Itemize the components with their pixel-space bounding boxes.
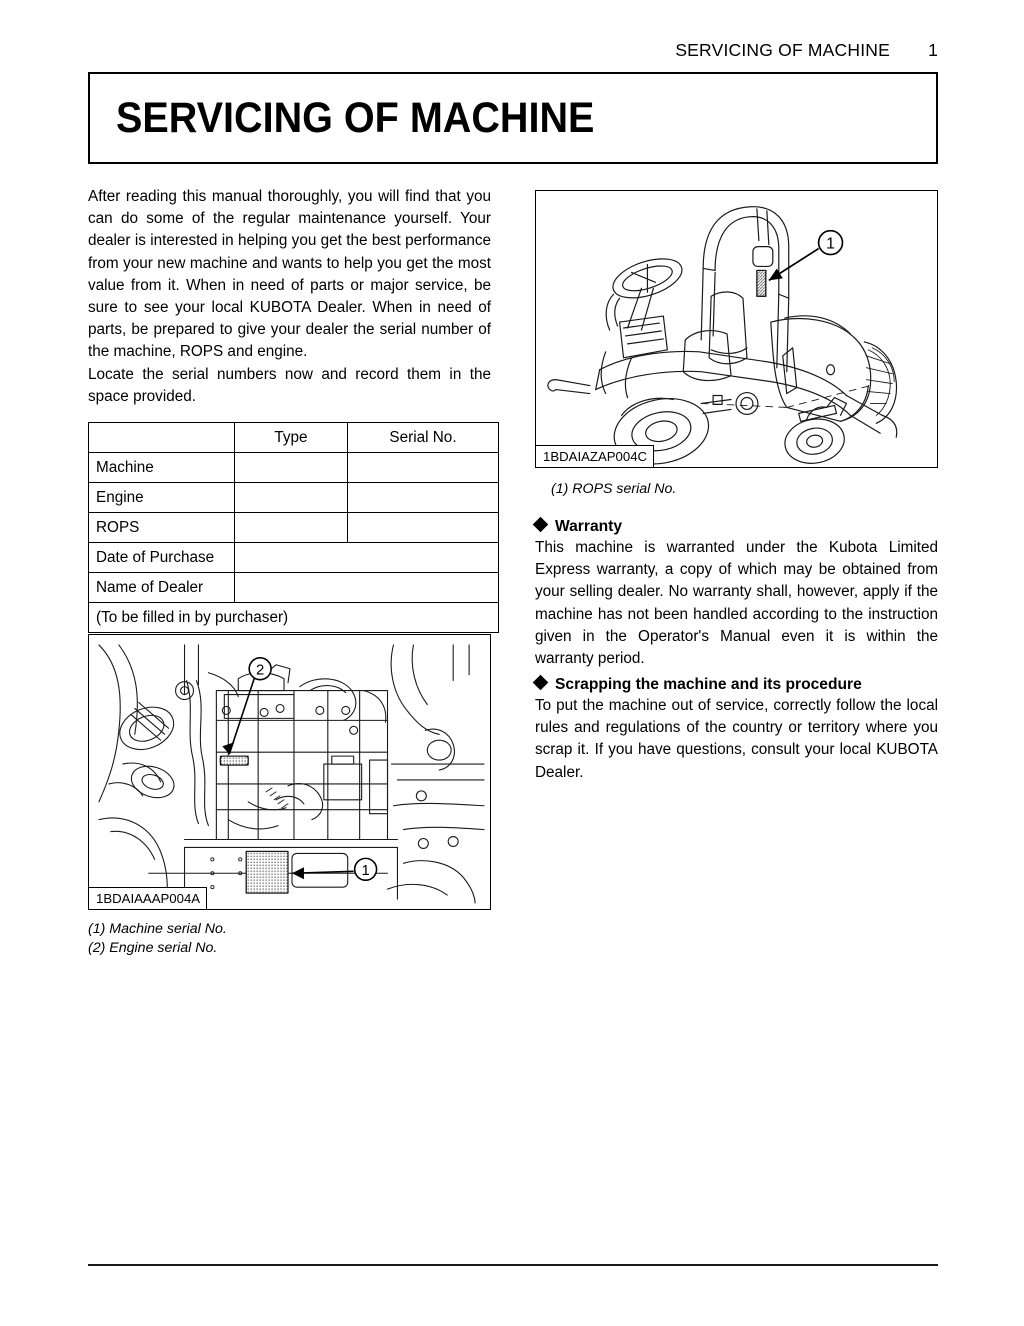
svg-text:1: 1: [826, 235, 835, 253]
mower-illustration: [536, 191, 937, 467]
table-header-row: [89, 423, 499, 453]
row-label-engine: Engine: [89, 483, 235, 513]
table-row: [89, 573, 499, 603]
callout-2: [222, 658, 271, 754]
table-row: [89, 513, 499, 543]
cell-rops-serial-no[interactable]: [348, 513, 499, 543]
svg-text:2: 2: [255, 662, 265, 679]
cell-date-of-purchase[interactable]: [235, 543, 499, 573]
cell-engine-type[interactable]: [235, 483, 348, 513]
intro-paragraph-2: Locate the serial numbers now and record them in the space provided.: [88, 365, 491, 405]
row-label-name-of-dealer: Name of Dealer: [89, 573, 235, 603]
callout-1: [292, 858, 377, 880]
section-warranty: [535, 518, 938, 670]
cell-machine-type[interactable]: [235, 453, 348, 483]
section-body-warranty: This machine is warranted under the Kubota Limited Express warranty, a copy of which may be obtained from your selling dealer. No warranty shall, however, apply if the machine has not been handled according to the instruction given in the Operator's Manual even it is within the warranty period.: [535, 539, 938, 668]
table-header-blank: [89, 423, 235, 453]
table-footer-row: [89, 603, 499, 633]
section-heading-warranty: [535, 518, 938, 536]
section-heading-label: Warranty: [555, 518, 623, 535]
figure-captions-mower: [551, 480, 676, 499]
running-header-title: SERVICING OF MACHINE: [675, 40, 890, 60]
cell-machine-serial-no[interactable]: [348, 453, 499, 483]
page-number: 1: [928, 40, 938, 60]
table-row: [89, 483, 499, 513]
left-column: [88, 186, 491, 633]
cell-rops-type[interactable]: [235, 513, 348, 543]
row-label-date-of-purchase: Date of Purchase: [89, 543, 235, 573]
engine-compartment-illustration: [89, 635, 490, 909]
diamond-bullet-icon: [533, 517, 549, 533]
chapter-title: SERVICING OF MACHINE: [116, 93, 595, 142]
footer-rule: [88, 1264, 938, 1266]
figure-mower-rops: [535, 190, 938, 468]
table-row: [89, 453, 499, 483]
section-body-scrapping: To put the machine out of service, correctly follow the local rules and regulations of the country or territory where you scrap it. If you have questions, consult your local KUBOTA Dealer.: [535, 697, 938, 781]
caption-engine-serial-no: (2) Engine serial No.: [88, 940, 218, 956]
caption-rops-serial-no: (1) ROPS serial No.: [551, 481, 677, 497]
section-heading-scrapping: [535, 676, 938, 694]
running-header: [88, 40, 938, 66]
table-row: [89, 543, 499, 573]
cell-name-of-dealer[interactable]: [235, 573, 499, 603]
svg-text:1: 1: [361, 863, 370, 880]
diamond-bullet-icon: [533, 675, 549, 691]
figure-engine-compartment: [88, 634, 491, 910]
intro-paragraph-1: After reading this manual thoroughly, you will find that you can do some of the regular maintenance yourself. Your dealer is interested in helping you get the best performance from your new machine and wants to help you get the most value from it. When in need of parts or major service, be sure to see your local KUBOTA Dealer. When in need of parts, be prepared to give your dealer the serial number of the machine, ROPS and engine.: [88, 188, 491, 361]
figure-code-mower: 1BDAIAZAP004C: [536, 445, 654, 467]
table-header-type: Type: [235, 423, 348, 453]
table-header-serial-no: Serial No.: [348, 423, 499, 453]
cell-engine-serial-no[interactable]: [348, 483, 499, 513]
figure-captions-engine: [88, 920, 227, 958]
row-label-rops: ROPS: [89, 513, 235, 543]
section-heading-label: Scrapping the machine and its procedure: [555, 676, 862, 693]
caption-machine-serial-no: (1) Machine serial No.: [88, 921, 227, 937]
table-footer-note: (To be filled in by purchaser): [89, 603, 499, 633]
callout-1: [769, 231, 843, 281]
section-scrapping: [535, 676, 938, 784]
chapter-title-box: [88, 72, 938, 164]
serial-number-table: [88, 422, 499, 633]
figure-code-engine: 1BDAIAAAP004A: [89, 887, 207, 909]
row-label-machine: Machine: [89, 453, 235, 483]
